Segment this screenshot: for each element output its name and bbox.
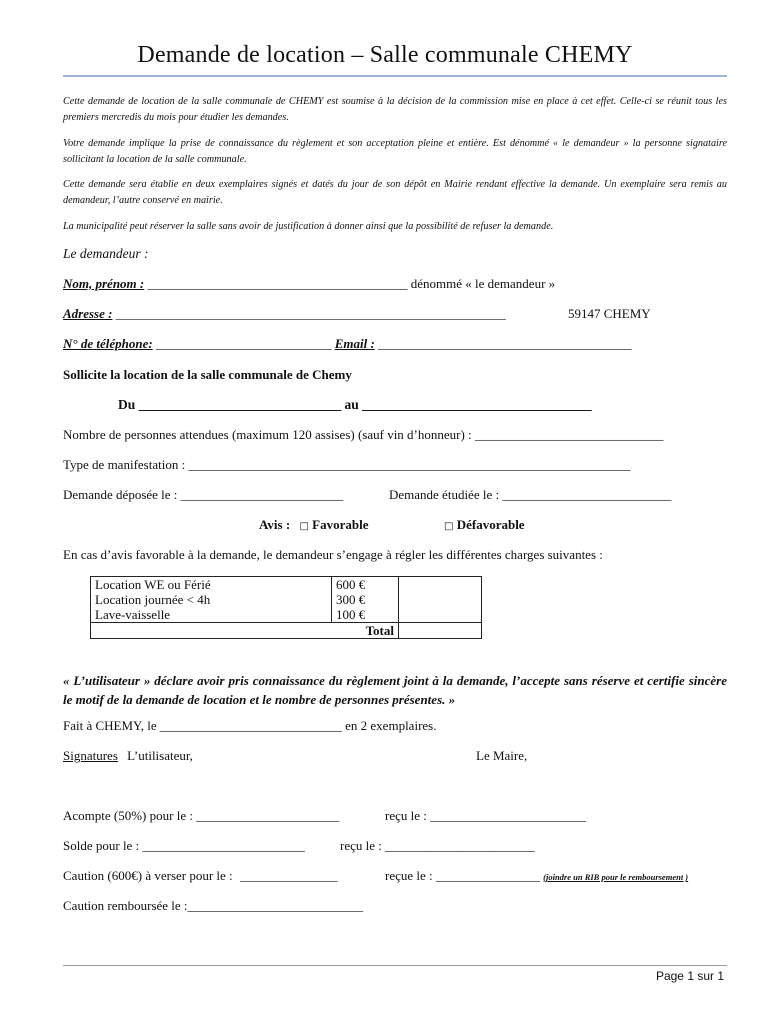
phone-email-row xyxy=(63,336,632,352)
name-label: Nom, prénom : xyxy=(63,276,145,291)
address-city: 59147 CHEMY xyxy=(568,306,651,321)
demandeur-heading: Le demandeur : xyxy=(63,246,149,261)
empty-cell xyxy=(91,623,332,639)
email-input-line[interactable]: _______________________________________ xyxy=(378,336,632,351)
footer-divider xyxy=(63,965,727,966)
charges-table xyxy=(90,576,482,639)
favorable-checkbox-icon[interactable]: □ xyxy=(299,521,309,532)
intro-paragraph-4: La municipalité peut réserver la salle sans avoir de justification à donner ainsi que la possibilité de refuser la demande. xyxy=(63,221,554,232)
user-declaration: « L’utilisateur » déclare avoir pris connaissance du règlement joint à la demande, l’accepte sans réserve et certifie sincère le motif de la demande de location et le nombre de personnes présentes. » xyxy=(63,673,727,707)
phone-label: N° de téléphone: xyxy=(63,336,153,351)
address-field-row xyxy=(63,306,727,322)
user-signature-label: L’utilisateur, xyxy=(127,748,193,763)
title-underline xyxy=(63,75,727,77)
submission-date-field[interactable]: Demande déposée le : _________________________ xyxy=(63,487,344,502)
unfavorable-option xyxy=(444,517,525,533)
charge-price: 600 € xyxy=(332,577,399,593)
review-date-field[interactable]: Demande étudiée le : __________________________ xyxy=(389,487,672,502)
phone-input-line[interactable]: ___________________________ xyxy=(155,336,332,351)
name-field-row xyxy=(63,276,555,292)
balance-received-field[interactable]: reçu le : _______________________ xyxy=(340,838,535,853)
address-label: Adresse : xyxy=(63,306,113,321)
caution-received-row xyxy=(385,868,688,884)
place-date-field[interactable]: Fait à CHEMY, le ____________________________ en 2 exemplaires. xyxy=(63,718,437,733)
signatures-row xyxy=(63,748,193,764)
from-label: Du xyxy=(118,397,136,412)
charge-amount-cell[interactable] xyxy=(399,607,482,623)
table-row xyxy=(91,607,482,623)
table-row xyxy=(91,577,482,593)
name-input-line[interactable]: ________________________________________ xyxy=(147,276,408,291)
page-title: Demande de location – Salle communale CHEMY xyxy=(137,42,633,68)
date-range-row xyxy=(118,397,592,413)
caution-row xyxy=(63,868,337,884)
signatures-label: Signatures xyxy=(63,748,118,763)
charge-label: Lave-vaisselle xyxy=(91,607,332,623)
table-row xyxy=(91,592,482,607)
caution-label: Caution (600€) à verser pour le : xyxy=(63,868,233,883)
attendees-field[interactable]: Nombre de personnes attendues (maximum 120 assises) (sauf vin d’honneur) : _____________________________ xyxy=(63,427,664,442)
address-input-line[interactable]: ____________________________________________________________ xyxy=(115,306,506,321)
total-amount-cell[interactable] xyxy=(399,623,482,639)
charge-label: Location journée < 4h xyxy=(91,592,332,607)
intro-paragraph-2: Votre demande implique la prise de connaissance du règlement et son acceptation pleine et entière. Est dénommé « le demandeur » la personne signataire sollicitant la location de la salle communale. xyxy=(63,138,727,165)
caution-refunded-field[interactable]: Caution remboursée le :___________________________ xyxy=(63,898,364,913)
rib-note: (joindre un RIB pour le remboursement ) xyxy=(543,872,689,882)
charge-label: Location WE ou Férié xyxy=(91,577,332,593)
deposit-field[interactable]: Acompte (50%) pour le : ______________________ xyxy=(63,808,340,823)
opinion-label: Avis : xyxy=(259,517,291,532)
charge-amount-cell[interactable] xyxy=(399,592,482,607)
table-row-total xyxy=(91,623,482,639)
charge-amount-cell[interactable] xyxy=(399,577,482,593)
total-label: Total xyxy=(332,623,399,639)
intro-paragraph-1: Cette demande de location de la salle communale de CHEMY est soumise à la décision de la commission mise en place à cet effet. Celle-ci se réunit tous les premiers mercredis du mois pour étudier les demandes. xyxy=(63,96,727,123)
charge-price: 300 € xyxy=(332,592,399,607)
unfavorable-label: Défavorable xyxy=(456,517,525,532)
request-heading: Sollicite la location de la salle communale de Chemy xyxy=(63,367,352,382)
charge-price: 100 € xyxy=(332,607,399,623)
favorable-label: Favorable xyxy=(312,517,369,532)
caution-input-line[interactable]: _______________ xyxy=(239,868,338,883)
intro-paragraph-3: Cette demande sera établie en deux exemplaires signés et datés du jour de son dépôt en Mairie rendant effective la demande. Un exemplaire sera remis au demandeur, l’autre conservé en mairie. xyxy=(63,179,727,206)
mayor-signature-label: Le Maire, xyxy=(476,748,528,763)
page-number: Page 1 sur 1 xyxy=(655,969,724,983)
email-label: Email : xyxy=(334,336,375,351)
event-type-field[interactable]: Type de manifestation : ____________________________________________________________________ xyxy=(63,457,631,472)
unfavorable-checkbox-icon[interactable]: □ xyxy=(444,521,454,532)
caution-received-field[interactable]: reçue le : ________________ xyxy=(385,868,540,883)
balance-field[interactable]: Solde pour le : _________________________ xyxy=(63,838,305,853)
deposit-received-field[interactable]: reçu le : ________________________ xyxy=(385,808,587,823)
from-date-input-line[interactable]: ______________________________ xyxy=(138,397,342,412)
name-suffix: dénommé « le demandeur » xyxy=(410,276,556,291)
charges-intro: En cas d’avis favorable à la demande, le demandeur s’engage à régler les différentes charges suivantes : xyxy=(63,547,603,562)
to-date-input-line[interactable]: __________________________________ xyxy=(362,397,592,412)
to-label: au xyxy=(344,397,359,412)
opinion-row xyxy=(259,517,368,533)
